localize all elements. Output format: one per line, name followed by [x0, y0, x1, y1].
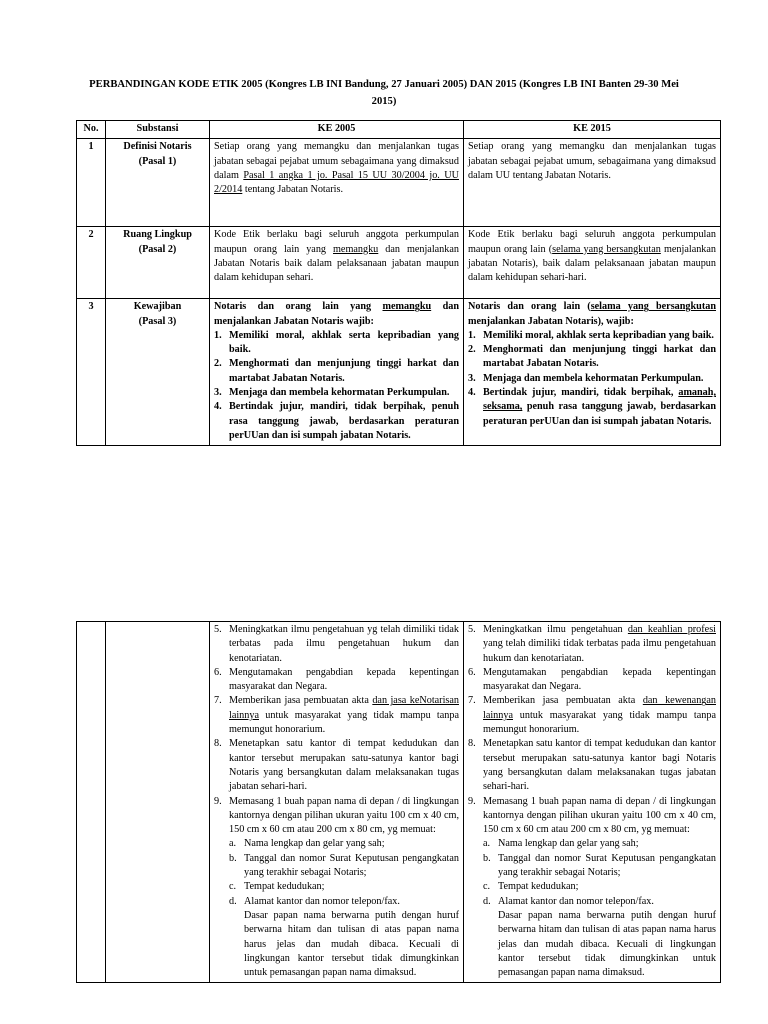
- list-item: [214, 795, 459, 981]
- list-item: [214, 694, 459, 737]
- item-text: Menetapkan satu kantor di tempat kedudukan dan kantor tersebut merupakan satu-satunya kantor bagi Notaris yang bersangkutan dalam melaksanakan tugas jabatan sehari-hari.: [229, 738, 459, 793]
- table-row: [77, 622, 721, 983]
- text: Setiap orang yang memangku dan menjalankan tugas jabatan sebagai pejabat umum sebagaimana yang dimaksud dalam: [214, 141, 459, 181]
- item-number: 8.: [214, 738, 222, 750]
- underlined-text: selama yang bersangkutan: [552, 243, 661, 255]
- sub-list-item: [483, 895, 716, 909]
- underlined-text: Pasal 1 angka 1 jo. Pasal 15 UU 30/2004 jo. UU 2/2014: [214, 169, 459, 196]
- list-item: [214, 623, 459, 666]
- item-number: 5.: [214, 624, 222, 635]
- obligation-intro: [468, 300, 716, 329]
- underlined-text: dan keahlian profesi: [627, 624, 716, 635]
- item-number: 4.: [468, 387, 476, 399]
- item-text: Memiliki moral, akhlak serta kepribadian yang baik.: [483, 329, 714, 341]
- row-number: 3: [77, 299, 106, 446]
- list-item: [468, 795, 716, 981]
- list-item: [468, 343, 716, 372]
- ke2005-cell: [210, 139, 464, 227]
- underlined-text: memangku: [333, 243, 379, 255]
- item-text: Menghormati dan menjunjung tinggi harkat dan martabat Jabatan Notaris.: [229, 358, 459, 384]
- item-number: 2.: [214, 358, 222, 370]
- item-text: Menghormati dan menjunjung tinggi harkat dan martabat Jabatan Notaris.: [483, 344, 716, 370]
- underlined-text: dan jasa keNotarisan lainnya: [229, 695, 459, 721]
- obligation-list: [214, 623, 459, 980]
- text: menjalankan Jabatan Notaris), wajib:: [468, 315, 634, 327]
- item-number: 3.: [468, 372, 476, 384]
- list-item: [468, 737, 716, 794]
- sub-item-letter: d.: [483, 895, 491, 907]
- list-item: [468, 694, 716, 737]
- list-item: [214, 329, 459, 358]
- obligation-list: [468, 623, 716, 980]
- item-number: 6.: [468, 666, 476, 678]
- list-item: [214, 386, 459, 400]
- document-title: PERBANDINGAN KODE ETIK 2005 (Kongres LB INI Bandung, 27 Januari 2005) DAN 2015 (Kongres LB INI Banten 29-30 Mei 2015): [89, 79, 679, 107]
- list-item: [214, 737, 459, 794]
- sub-list-item: [483, 837, 716, 851]
- text: tentang Jabatan Notaris.: [242, 184, 344, 196]
- row-substansi-empty: [106, 622, 210, 983]
- item-number: 9.: [468, 795, 476, 807]
- sub-list: [483, 837, 716, 908]
- list-item: [468, 372, 716, 386]
- sub-item-text: Alamat kantor dan nomor telepon/fax.: [244, 895, 400, 907]
- list-item: [468, 623, 716, 666]
- text: Meningkatkan ilmu pengetahuan: [483, 624, 628, 635]
- substansi-pasal: (Pasal 1): [138, 155, 177, 167]
- item-text: Memiliki moral, akhlak serta kepribadian yang baik.: [229, 329, 459, 356]
- text: Notaris dan orang lain (: [468, 301, 591, 313]
- sub-item-letter: b.: [229, 852, 237, 864]
- row-substansi: [106, 227, 210, 299]
- item-text: Mengutamakan pengabdian kepada kepentingan masyarakat dan Negara.: [229, 666, 459, 693]
- header-substansi: Substansi: [106, 121, 210, 139]
- item-text: Menetapkan satu kantor di tempat kedudukan dan kantor tersebut merupakan satu-satunya kantor bagi Notaris yang bersangkutan dalam melaksanakan tugas jabatan sehari-hari.: [483, 738, 716, 793]
- text: untuk masyarakat yang tidak mampu tanpa memungut honorarium.: [483, 709, 716, 736]
- list-item: [468, 666, 716, 695]
- sub-list-item: [483, 880, 716, 894]
- list-item: [214, 400, 459, 443]
- item-number: 3.: [214, 387, 222, 399]
- table-row: [77, 227, 721, 299]
- signboard-note: Dasar papan nama berwarna putih dengan huruf berwarna hitam dan tulisan di atas papan nama harus jelas dan mudah dibaca. Kecuali di lingkungan kantor tersebut tidak dimungkinkan untuk pemasangan papan nama dimaksud.: [498, 909, 716, 979]
- text: Memberikan jasa pembuatan akta: [483, 695, 643, 707]
- sub-item-letter: b.: [483, 852, 491, 864]
- sub-list: [229, 837, 459, 908]
- ke2015-cell: [464, 139, 721, 227]
- sub-item-text: Tanggal dan nomor Surat Keputusan pengangkatan yang terakhir sebagai Notaris;: [498, 852, 716, 879]
- sub-item-text: Tempat kedudukan;: [498, 881, 579, 893]
- ke2015-cell: [464, 227, 721, 299]
- obligation-list: [214, 329, 459, 443]
- sub-item-letter: c.: [229, 881, 237, 893]
- table-row: [77, 139, 721, 227]
- row-substansi: [106, 299, 210, 446]
- item-number: 8.: [468, 738, 476, 750]
- row-number: 2: [77, 227, 106, 299]
- sub-item-letter: d.: [229, 895, 237, 907]
- row-number-empty: [77, 622, 106, 983]
- list-item: [214, 666, 459, 695]
- underlined-text: selama yang bersangkutan: [590, 301, 716, 313]
- text: dan menjalankan Jabatan Notaris wajib:: [214, 301, 459, 327]
- item-number: 4.: [214, 401, 222, 413]
- item-number: 1.: [214, 329, 222, 341]
- item-number: 5.: [468, 624, 476, 635]
- list-item: [468, 386, 716, 429]
- text: Memberikan jasa pembuatan akta: [229, 695, 373, 707]
- sub-item-text: Alamat kantor dan nomor telepon/fax.: [498, 895, 654, 907]
- item-text: Memasang 1 buah papan nama di depan / di lingkungan kantornya dengan pilihan ukuran yaitu 100 cm x 40 cm, 150 cm x 60 cm atau 200 cm x 80 cm, yg memuat:: [483, 795, 716, 836]
- sub-list-item: [229, 852, 459, 881]
- text: menjalankan jabatan Notaris), baik dalam pelaksanaan jabatan maupun dalam kehidupan sehari-hari.: [468, 243, 717, 284]
- table-row: [77, 299, 721, 446]
- text: Bertindak jujur, mandiri, tidak berpihak,: [483, 387, 679, 399]
- text: yang telah dimiliki tidak terbatas pada ilmu pengetahuan hukum dan kenotariatan.: [483, 638, 716, 664]
- ke2005-cell: [210, 227, 464, 299]
- header-no: No.: [77, 121, 106, 139]
- sub-list-item: [229, 895, 459, 909]
- underlined-text: dan kewenangan lainnya: [483, 695, 716, 721]
- item-text: Menjaga dan membela kehormatan Perkumpulan.: [229, 387, 450, 399]
- item-text: Meningkatkan ilmu pengetahuan yg telah dimiliki tidak terbatas pada ilmu pengetahuan hukum dan kenotariatan.: [229, 624, 459, 664]
- item-text: Menjaga dan membela kehormatan Perkumpulan.: [483, 372, 704, 384]
- text: dan menjalankan Jabatan Notaris baik dalam pelaksanaan jabatan maupun dalam kehidupan sehari.: [214, 243, 459, 284]
- list-item: [468, 329, 716, 343]
- substansi-name: Definisi Notaris: [123, 141, 192, 153]
- ke2005-cell: [210, 299, 464, 446]
- sub-list-item: [229, 837, 459, 851]
- text: Kode Etik berlaku bagi seluruh anggota perkumpulan maupun orang lain (: [468, 229, 716, 255]
- text: Notaris dan orang lain yang: [214, 301, 383, 313]
- sub-item-letter: a.: [483, 838, 491, 850]
- header-ke2005: KE 2005: [210, 121, 464, 139]
- text: Setiap orang yang memangku dan menjalankan tugas jabatan sebagai pejabat umum, sebagaimana yang dimaksud dalam UU tentang Jabatan Notaris.: [468, 141, 716, 181]
- item-number: 6.: [214, 666, 222, 678]
- header-ke2015: KE 2015: [464, 121, 721, 139]
- row-number: 1: [77, 139, 106, 227]
- row-substansi: [106, 139, 210, 227]
- sub-item-text: Tanggal dan nomor Surat Keputusan pengangkatan yang terakhir sebagai Notaris;: [244, 852, 459, 879]
- text: Kode Etik berlaku bagi seluruh anggota perkumpulan maupun orang lain yang: [214, 229, 459, 255]
- item-text: Memasang 1 buah papan nama di depan / di lingkungan kantornya dengan pilihan ukuran yaitu 100 cm x 40 cm, 150 cm x 60 cm atau 200 cm x 80 cm, yg memuat:: [229, 795, 459, 836]
- list-item: [214, 357, 459, 386]
- item-number: 1.: [468, 329, 476, 341]
- comparison-table-continued: [76, 621, 721, 983]
- item-text: Mengutamakan pengabdian kepada kepentingan masyarakat dan Negara.: [483, 666, 716, 693]
- sub-list-item: [229, 880, 459, 894]
- underlined-text: memangku: [382, 301, 432, 313]
- item-number: 7.: [468, 695, 476, 707]
- text: untuk masyarakat yang tidak mampu tanpa memungut honorarium.: [229, 709, 459, 736]
- obligation-list: [468, 329, 716, 429]
- sub-item-text: Nama lengkap dan gelar yang sah;: [244, 838, 385, 850]
- substansi-name: Kewajiban: [133, 301, 182, 313]
- text: penuh rasa tanggung jawab, berdasarkan peraturan perUUan dan isi sumpah jabatan Notaris.: [483, 401, 716, 427]
- substansi-pasal: (Pasal 3): [138, 315, 177, 327]
- ke2015-cell: [464, 299, 721, 446]
- sub-item-letter: a.: [229, 838, 237, 850]
- signboard-note: Dasar papan nama berwarna putih dengan huruf berwarna hitam dan tulisan di atas papan nama harus jelas dan mudah dibaca. Kecuali di lingkungan kantor tersebut tidak dimungkinkan untuk pemasangan papan nama dimaksud.: [244, 909, 459, 979]
- ke2005-cell: [210, 622, 464, 983]
- sub-item-text: Tempat kedudukan;: [244, 881, 325, 893]
- substansi-name: Ruang Lingkup: [123, 229, 192, 241]
- ke2015-cell: [464, 622, 721, 983]
- comparison-table: [76, 120, 721, 446]
- sub-item-letter: c.: [483, 881, 491, 893]
- item-text: Bertindak jujur, mandiri, tidak berpihak, penuh rasa tanggung jawab, berdasarkan peraturan perUUan dan isi sumpah jabatan Notaris.: [229, 401, 459, 441]
- obligation-intro: [214, 300, 459, 329]
- sub-item-text: Nama lengkap dan gelar yang sah;: [498, 838, 639, 850]
- item-number: 9.: [214, 795, 222, 807]
- sub-list-item: [483, 852, 716, 881]
- item-number: 7.: [214, 695, 222, 707]
- underlined-text: amanah, seksama,: [483, 387, 716, 413]
- item-number: 2.: [468, 344, 476, 356]
- substansi-pasal: (Pasal 2): [138, 243, 177, 255]
- table-header-row: [77, 121, 721, 139]
